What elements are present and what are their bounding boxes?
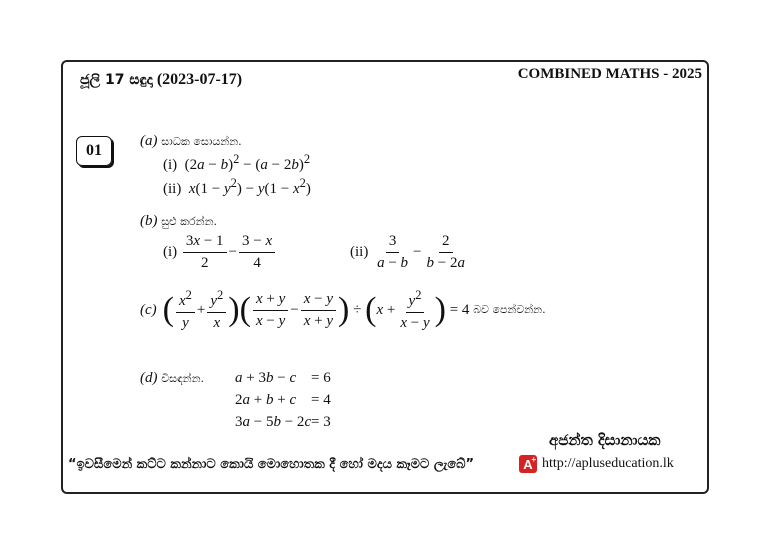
eq-2-rhs: = 4 xyxy=(311,392,331,408)
author-name: අජන්ත දිසානායක xyxy=(549,431,661,449)
part-a-i: (i) $(2a - b)^2 - (a - 2b)^2$ xyxy=(163,152,311,173)
header-date: ජූලි 17 සඳුදා (2023-07-17) xyxy=(80,71,243,88)
part-b-heading: (b) සුළු කරන්න. xyxy=(140,213,218,229)
expr-a-ii: $x(1 - y^2) - y(1 - x^2)$ xyxy=(188,176,311,197)
part-d-heading: (d) විසඳන්න. xyxy=(140,370,205,386)
part-a-ii: (ii) $x(1 - y^2) - y(1 - x^2)$ xyxy=(163,176,311,197)
header-subject: COMBINED MATHS - 2025 xyxy=(517,66,702,82)
eq-1-lhs: a + 3b − c xyxy=(235,370,297,386)
eq-1-rhs: = 6 xyxy=(311,370,331,386)
question-number-badge: 01 xyxy=(76,136,112,166)
eq-2-lhs: 2a + b + c xyxy=(235,392,297,408)
eq-3-rhs: = 3 xyxy=(311,414,331,430)
part-c: (c) ( $\frac{x^2}{y}$ + $\frac{y^2}{x}$ ) ( $\frac{x + y}{x - y}$ − $\frac{x - y}{x + y}$ ) ÷ ( x + $\frac{y^2}{x - y}$ ) = 4 බව පෙන්වන්න. xyxy=(140,288,546,331)
website-block[interactable] xyxy=(519,455,674,473)
aplus-logo-icon: A + xyxy=(519,455,537,473)
footer-quote: “ඉවසීමෙන් කට්ට කන්නාට කොයි මොහොතක දී හෝ මදය කෑමට ලැබේ” xyxy=(68,457,475,472)
website-link[interactable]: http://apluseducation.lk xyxy=(542,456,674,471)
part-b-i: (i) $\frac{3x - 1}{2}$ − $\frac{3 - x}{4}$ xyxy=(163,233,277,272)
eq-3-lhs: 3a − 5b − 2c xyxy=(235,414,312,430)
part-a-heading: (a) සාධක සොයන්න. xyxy=(140,133,242,149)
page-frame xyxy=(61,60,709,494)
expr-a-i: $(2a - b)^2 - (a - 2b)^2$ xyxy=(184,152,311,173)
part-b-ii: (ii) $\frac{3}{a - b}$ − $\frac{2}{b - 2a}$ xyxy=(350,233,465,271)
system-lhs xyxy=(235,367,311,433)
system-rhs xyxy=(311,367,331,433)
